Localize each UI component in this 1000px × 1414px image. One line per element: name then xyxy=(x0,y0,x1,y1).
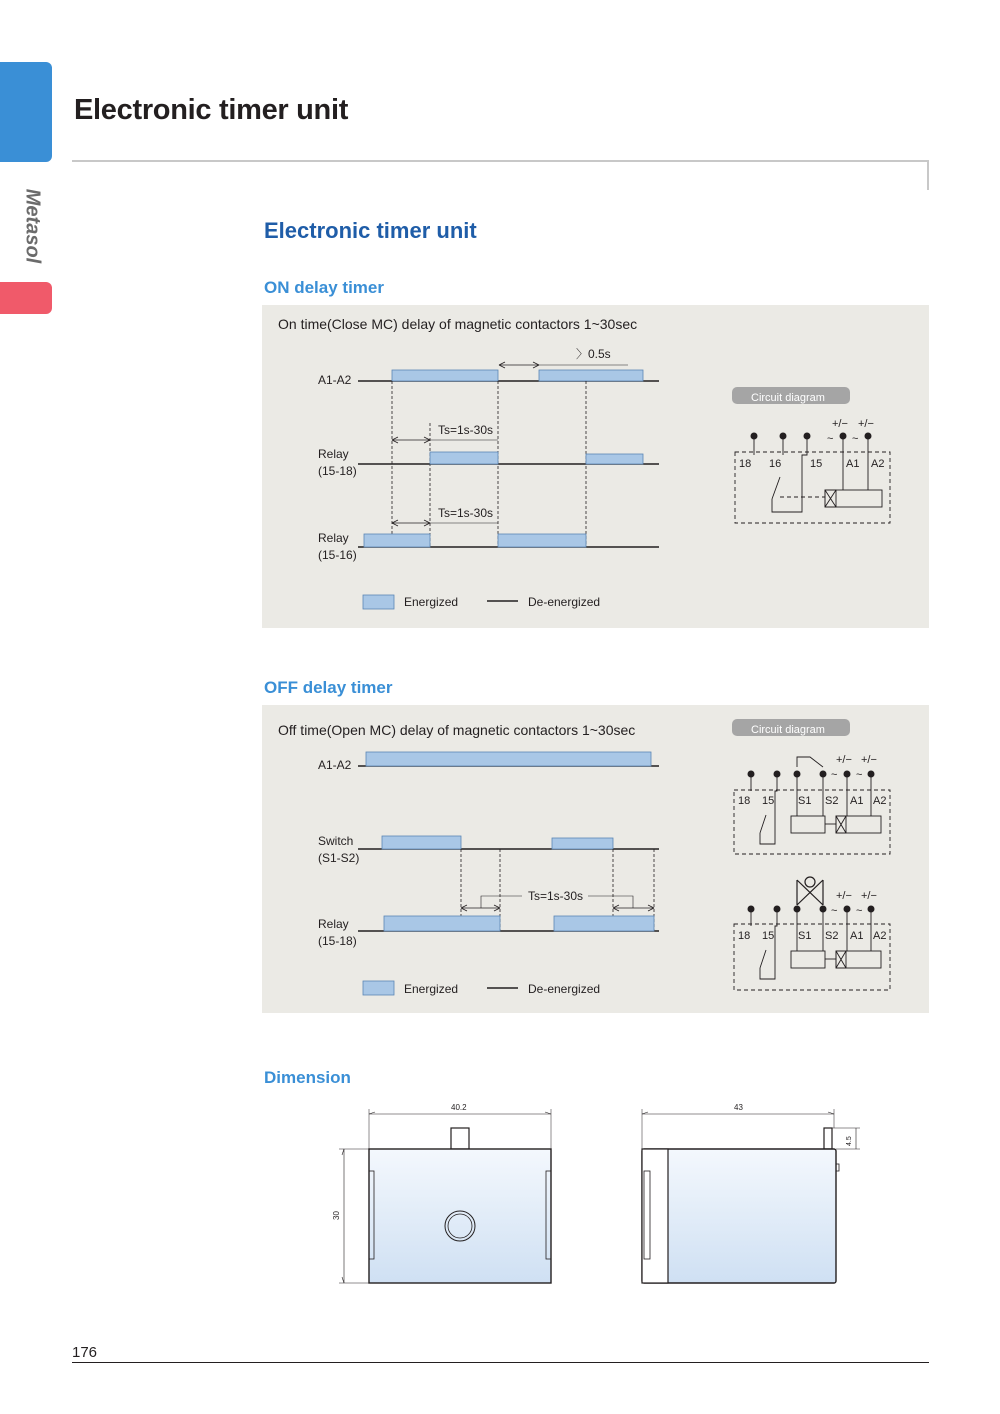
side-pin-label: 4.5 xyxy=(846,1136,853,1146)
svg-text:15: 15 xyxy=(762,795,775,807)
section-title: Electronic timer unit xyxy=(264,218,477,243)
header-divider-tick xyxy=(927,160,929,190)
svg-text:S1: S1 xyxy=(798,930,812,942)
header-divider xyxy=(72,160,929,162)
lamp-symbol xyxy=(797,877,823,905)
row-label-switch-s1s2: (S1-S2) xyxy=(318,851,360,865)
svg-text:A1: A1 xyxy=(850,795,864,807)
legend-energized-swatch xyxy=(363,981,394,995)
switch-pulse-1 xyxy=(382,836,461,849)
front-width-label: 40.2 xyxy=(451,1103,467,1112)
ts-label-2: Ts=1s-30s xyxy=(438,506,494,520)
polarity-label-1: +/− xyxy=(832,418,848,430)
on-delay-title: ON delay timer xyxy=(264,278,384,297)
ac-label-2: ~ xyxy=(852,433,859,445)
legend-deenergized-label: De-energized xyxy=(528,982,601,996)
sidebar-brand xyxy=(12,178,52,274)
circuit-title: Circuit diagram xyxy=(751,724,825,736)
row-label-relay-1516: (15-16) xyxy=(318,548,357,562)
svg-text:15: 15 xyxy=(762,930,775,942)
legend-deenergized-label: De-energized xyxy=(528,595,601,609)
row-label-relay-1: Relay xyxy=(318,447,349,461)
page-number: 176 xyxy=(72,1344,98,1361)
off-delay-caption: Off time(Open MC) delay of magnetic contactors 1~30sec xyxy=(278,722,636,738)
sidebar-tab-blue xyxy=(0,62,52,162)
off-delay-timing-diagram xyxy=(262,705,929,1013)
row-label-a1a2: A1-A2 xyxy=(318,373,352,387)
legend-energized-label: Energized xyxy=(404,595,459,609)
circuit-b xyxy=(734,877,890,990)
off-delay-title: OFF delay timer xyxy=(264,678,393,697)
row-label-switch: Switch xyxy=(318,834,354,848)
on-delay-caption: On time(Close MC) delay of magnetic contactors 1~30sec xyxy=(278,316,638,332)
on-delay-timing-diagram xyxy=(262,305,929,628)
svg-text:18: 18 xyxy=(738,795,751,807)
svg-text:A2: A2 xyxy=(873,930,887,942)
row-label-a1a2: A1-A2 xyxy=(318,758,352,772)
polarity-label-1: +/− xyxy=(836,754,852,766)
dimension-title: Dimension xyxy=(264,1068,351,1087)
terminal-label-16: 16 xyxy=(769,458,782,470)
svg-text:S2: S2 xyxy=(825,930,839,942)
svg-text:A1: A1 xyxy=(850,930,864,942)
relay-pulse-1 xyxy=(384,916,500,931)
a1a2-pulse-2 xyxy=(539,370,643,381)
svg-text:~: ~ xyxy=(856,905,863,917)
relay1516-pulse-2 xyxy=(498,534,586,547)
svg-text:~: ~ xyxy=(831,905,838,917)
svg-text:A2: A2 xyxy=(873,795,887,807)
circuit-enclosure xyxy=(734,790,890,854)
gap-label: 〉0.5s xyxy=(576,347,611,361)
relay-pulse-2 xyxy=(554,916,654,931)
relay1518-pulse-2 xyxy=(586,454,643,464)
ts-label-1: Ts=1s-30s xyxy=(438,423,494,437)
polarity-label-2: +/− xyxy=(858,418,874,430)
svg-text:18: 18 xyxy=(738,930,751,942)
side-width-label: 43 xyxy=(734,1103,743,1112)
ts-label: Ts=1s-30s xyxy=(528,889,584,903)
svg-text:+/−: +/− xyxy=(836,890,852,902)
off-delay-panel xyxy=(262,705,929,1013)
switch-pulse-2 xyxy=(552,838,613,849)
row-label-relay: Relay xyxy=(318,917,349,931)
terminal-label-a2: A2 xyxy=(871,458,885,470)
circuit-wiring xyxy=(754,436,885,512)
svg-text:S2: S2 xyxy=(825,795,839,807)
front-view xyxy=(332,1103,551,1283)
circuit-title: Circuit diagram xyxy=(751,392,825,404)
legend-energized-label: Energized xyxy=(404,982,459,996)
terminal-label-15: 15 xyxy=(810,458,823,470)
brand-label: Metasol xyxy=(21,188,44,264)
a1a2-pulse-1 xyxy=(392,370,498,381)
terminal-label-18: 18 xyxy=(739,458,752,470)
ac-label-2: ~ xyxy=(856,769,863,781)
dimension-drawing xyxy=(320,1095,880,1295)
page-title: Electronic timer unit xyxy=(74,94,349,126)
row-label-relay-1518: (15-18) xyxy=(318,464,357,478)
a1a2-pulse xyxy=(366,752,651,766)
sidebar-tab-red xyxy=(0,282,52,314)
side-view xyxy=(642,1103,860,1283)
row-label-relay-2: Relay xyxy=(318,531,349,545)
svg-text:S1: S1 xyxy=(798,795,812,807)
relay1516-pulse-1 xyxy=(364,534,430,547)
polarity-label-2: +/− xyxy=(861,754,877,766)
ac-label-1: ~ xyxy=(831,769,838,781)
legend-energized-swatch xyxy=(363,595,394,609)
front-height-label: 30 xyxy=(332,1211,341,1220)
row-label-relay-1518: (15-18) xyxy=(318,934,357,948)
on-delay-panel xyxy=(262,305,929,628)
svg-text:+/−: +/− xyxy=(861,890,877,902)
relay1518-pulse-1 xyxy=(430,452,498,464)
footer-divider xyxy=(72,1362,929,1363)
circuit-a xyxy=(734,754,890,854)
ac-label-1: ~ xyxy=(827,433,834,445)
terminal-label-a1: A1 xyxy=(846,458,860,470)
